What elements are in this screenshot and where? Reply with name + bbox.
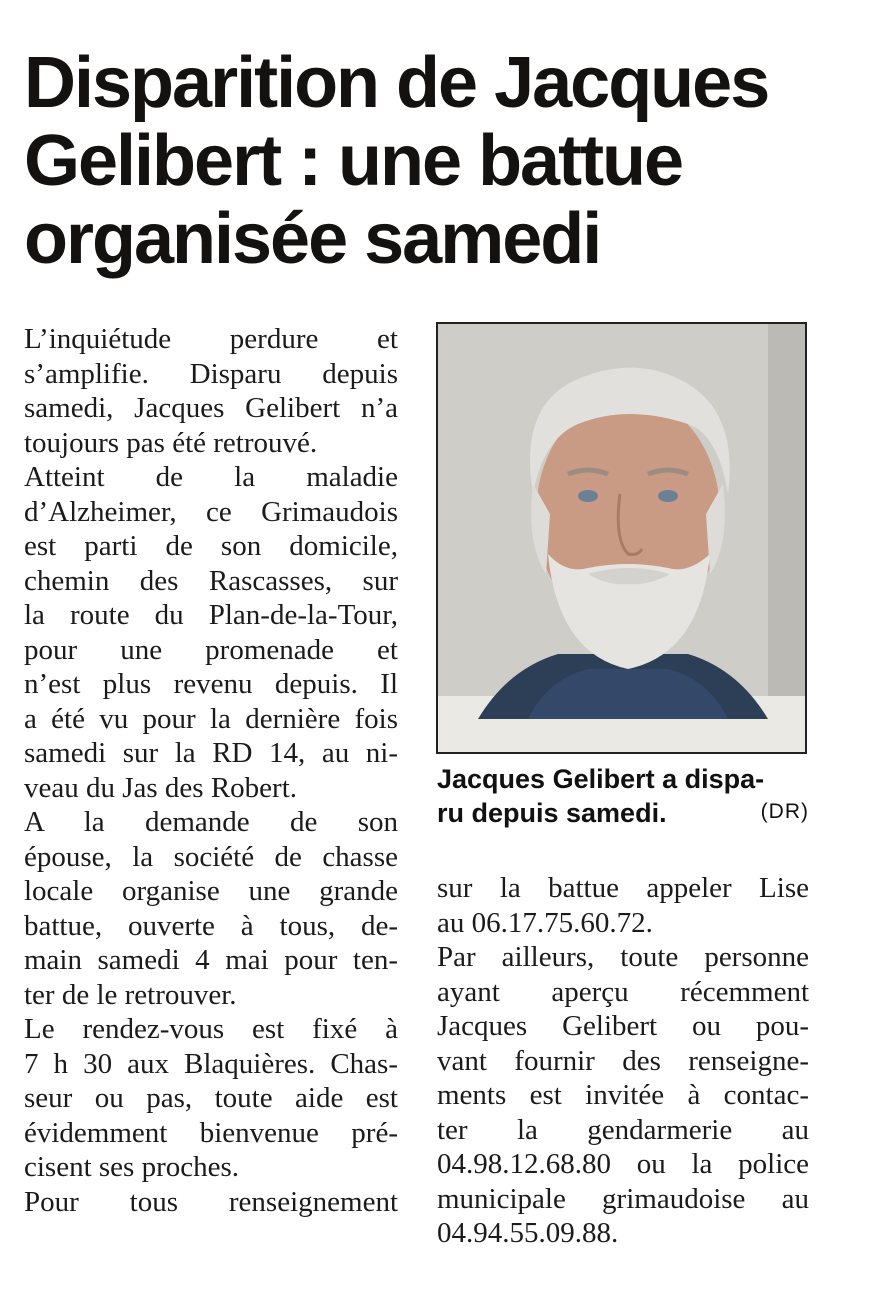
text-line: seur ou pas, toute aide est: [24, 1082, 398, 1114]
caption-line: ru depuis samedi.: [437, 798, 667, 828]
text-line: 04.94.55.09.88.: [437, 1217, 619, 1249]
text-line: Atteint de la maladie: [24, 461, 398, 493]
text-line: chemin des Rascasses, sur: [24, 564, 398, 597]
text-line: 04.98.12.68.80 ou la police: [437, 1148, 809, 1180]
text-line: cisent ses proches.: [24, 1151, 240, 1183]
text-line: locale organise une grande: [24, 875, 398, 907]
headline-line: Disparition de Jacques: [24, 43, 769, 123]
text-line: Jacques Gelibert ou pou-: [437, 1010, 809, 1042]
headline: [24, 44, 864, 278]
headline-line: Gelibert : une battue: [24, 121, 683, 201]
text-line: épouse, la société de chasse: [24, 840, 398, 873]
text-line: ments est invitée à contac-: [437, 1079, 809, 1111]
right-column: [437, 871, 809, 1251]
text-line: samedi sur la RD 14, au ni-: [24, 737, 398, 769]
text-line: samedi, Jacques Gelibert n’a: [24, 392, 398, 424]
text-line: sur la battue appeler Lise: [437, 872, 809, 904]
text-line: a été vu pour la dernière fois: [24, 702, 398, 735]
text-line: municipale grimaudoise au: [437, 1182, 809, 1215]
headline-line: organisée samedi: [24, 199, 601, 279]
caption-line: Jacques Gelibert a dispa-: [437, 764, 765, 794]
portrait-illustration: [438, 324, 805, 752]
text-line: veau du Jas des Robert.: [24, 771, 298, 804]
text-line: L’inquiétude perdure et: [24, 323, 398, 355]
photo-credit: (DR): [760, 800, 809, 823]
portrait-photo: [436, 322, 807, 754]
text-line: d’Alzheimer, ce Grimaudois: [24, 495, 398, 528]
text-line: ayant aperçu récemment: [437, 975, 809, 1008]
text-line: au 06.17.75.60.72.: [437, 906, 653, 939]
text-line: battue, ouverte à tous, de-: [24, 909, 398, 942]
text-line: toujours pas été retrouvé.: [24, 426, 318, 459]
text-line: A la demande de son: [24, 806, 398, 838]
text-line: ter la gendarmerie au: [437, 1113, 809, 1146]
photo-caption: [437, 762, 809, 830]
text-line: Par ailleurs, toute personne: [437, 941, 809, 973]
text-line: la route du Plan-de-la-Tour,: [24, 599, 398, 631]
text-line: 7 h 30 aux Blaquières. Chas-: [24, 1047, 398, 1080]
left-column: [24, 322, 398, 1219]
text-line: vant fournir des renseigne-: [437, 1044, 809, 1077]
text-line: s’amplifie. Disparu depuis: [24, 357, 398, 390]
text-line: est parti de son domicile,: [24, 530, 398, 562]
text-line: ter de le retrouver.: [24, 978, 237, 1011]
text-line: Pour tous renseignement: [24, 1185, 398, 1218]
text-line: pour une promenade et: [24, 633, 398, 666]
text-line: n’est plus revenu depuis. Il: [24, 668, 398, 700]
text-line: évidemment bienvenue pré-: [24, 1116, 398, 1149]
text-line: Le rendez-vous est fixé à: [24, 1013, 398, 1045]
text-line: main samedi 4 mai pour ten-: [24, 944, 398, 976]
